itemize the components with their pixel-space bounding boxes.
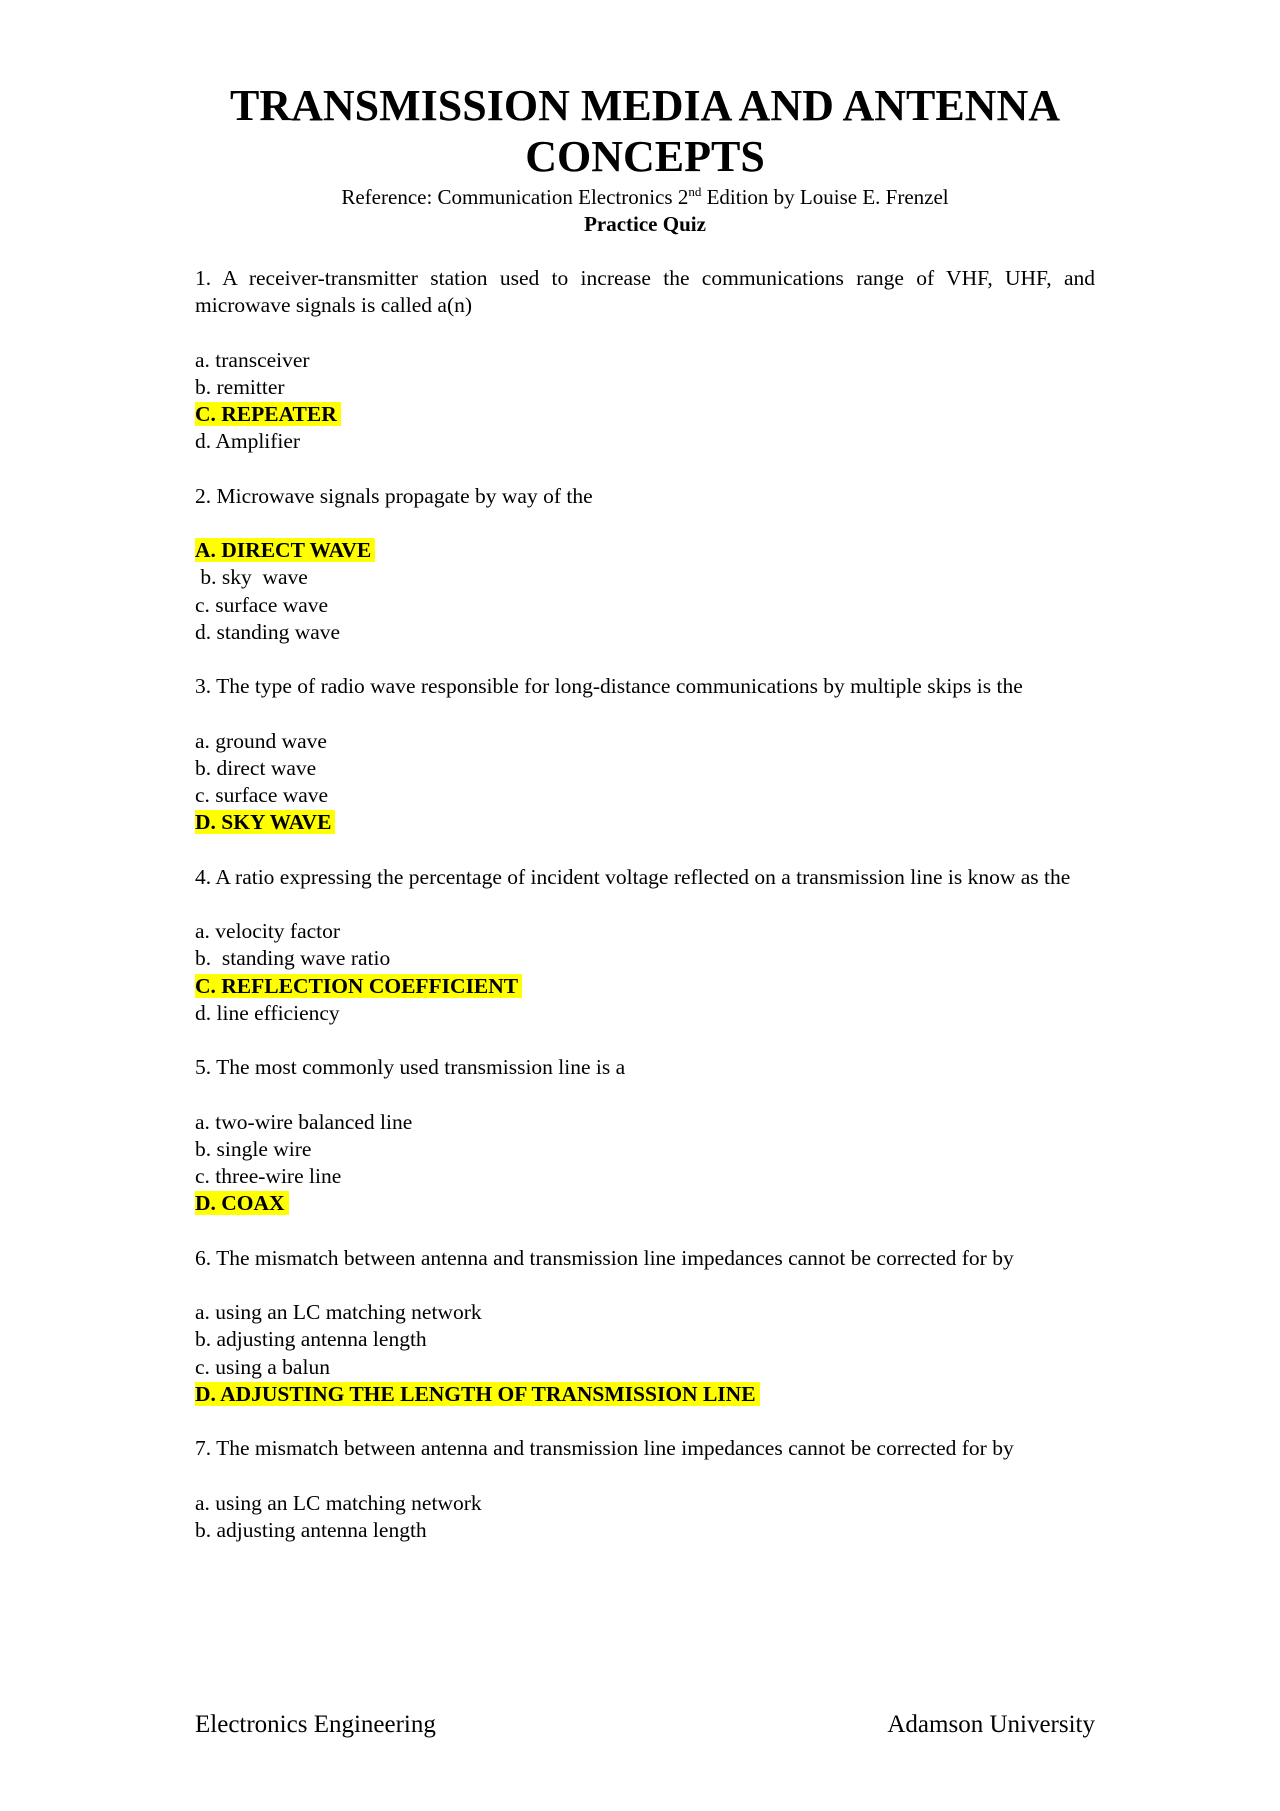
question-block xyxy=(195,673,1095,836)
answer-option-text: b. single wire xyxy=(195,1136,312,1161)
question-text: 3. The type of radio wave responsible for long-distance communications by multiple skips is the xyxy=(195,674,1023,699)
answer-option xyxy=(195,347,1095,374)
answer-option xyxy=(195,1163,1095,1190)
answer-option xyxy=(195,945,1095,972)
answer-option-text: c. surface wave xyxy=(195,592,329,617)
answer-option-text: C. REPEATER xyxy=(195,402,341,426)
answer-option xyxy=(195,1299,1095,1326)
question-list xyxy=(195,265,1095,1544)
answer-option-text: D. COAX xyxy=(195,1191,289,1215)
question-text: 5. The most commonly used transmission line is a xyxy=(195,1055,626,1080)
answer-option xyxy=(195,755,1095,782)
question-block xyxy=(195,1435,1095,1544)
answer-option-text: c. using a balun xyxy=(195,1354,330,1379)
answer-option-text: a. ground wave xyxy=(195,728,327,753)
answer-option-text: b. adjusting antenna length xyxy=(195,1517,427,1542)
document-page xyxy=(195,80,1095,1571)
answer-option-correct xyxy=(195,401,1095,428)
answer-option xyxy=(195,918,1095,945)
answer-option xyxy=(195,1326,1095,1353)
question-block xyxy=(195,483,1095,646)
answer-option-text: d. standing wave xyxy=(195,619,341,644)
answer-option-text: a. two-wire balanced line xyxy=(195,1109,413,1134)
title-line-1: TRANSMISSION MEDIA AND ANTENNA xyxy=(229,81,1061,130)
answer-option-text: A. DIRECT WAVE xyxy=(195,538,375,562)
question-block xyxy=(195,1245,1095,1408)
question-block xyxy=(195,864,1095,1027)
answer-option xyxy=(195,1354,1095,1381)
page-footer xyxy=(195,1710,1095,1740)
answer-option-text: a. using an LC matching network xyxy=(195,1300,482,1325)
answer-option-text: b. adjusting antenna length xyxy=(195,1327,427,1352)
question-text: 6. The mismatch between antenna and transmission line impedances cannot be corrected for by xyxy=(195,1245,1014,1270)
answer-option-text: b. standing wave ratio xyxy=(195,946,391,971)
answer-option xyxy=(195,1109,1095,1136)
answer-option xyxy=(195,1000,1095,1027)
answer-option-text: c. three-wire line xyxy=(195,1164,342,1189)
answer-option-text: a. velocity factor xyxy=(195,919,341,944)
reference-prefix: Reference: Communication Electronics 2 xyxy=(341,185,689,209)
answer-option xyxy=(195,728,1095,755)
answer-option xyxy=(195,374,1095,401)
answer-option-text: b. remitter xyxy=(195,374,285,399)
answer-option-text: b. sky wave xyxy=(195,565,308,590)
answer-option-correct xyxy=(195,1190,1095,1217)
answer-option-text: C. REFLECTION COEFFICIENT xyxy=(195,974,522,998)
footer-left: Electronics Engineering xyxy=(195,1711,436,1738)
answer-option-text: d. Amplifier xyxy=(195,429,301,454)
answer-option xyxy=(195,1136,1095,1163)
reference-superscript: nd xyxy=(688,184,702,199)
document-title xyxy=(195,80,1095,182)
answer-option-text: D. ADJUSTING THE LENGTH OF TRANSMISSION LINE xyxy=(195,1382,760,1406)
answer-option-text: a. using an LC matching network xyxy=(195,1490,482,1515)
answer-option xyxy=(195,1490,1095,1517)
answer-option-text: b. direct wave xyxy=(195,755,317,780)
answer-option xyxy=(195,619,1095,646)
reference-line xyxy=(195,184,1095,211)
title-line-2: CONCEPTS xyxy=(525,132,765,181)
answer-option-text: a. transceiver xyxy=(195,347,310,372)
answer-option xyxy=(195,782,1095,809)
document-subtitle: Practice Quiz xyxy=(584,212,706,236)
question-text: 1. A receiver-transmitter station used to increase the communications range of VHF, UHF, and microwave signals is called a(n) xyxy=(195,266,1095,318)
reference-suffix: Edition by Louise E. Frenzel xyxy=(701,185,949,209)
answer-option-text: D. SKY WAVE xyxy=(195,810,335,834)
answer-option-text: c. surface wave xyxy=(195,783,329,808)
answer-option-text: d. line efficiency xyxy=(195,1000,340,1025)
answer-option xyxy=(195,1517,1095,1544)
question-block xyxy=(195,265,1095,456)
answer-option-correct xyxy=(195,537,1095,564)
answer-option xyxy=(195,592,1095,619)
question-text: 4. A ratio expressing the percentage of incident voltage reflected on a transmission line is know as the xyxy=(195,864,1071,889)
question-text: 7. The mismatch between antenna and transmission line impedances cannot be corrected for by xyxy=(195,1436,1014,1461)
answer-option-correct xyxy=(195,809,1095,836)
answer-option xyxy=(195,428,1095,455)
answer-option xyxy=(195,564,1095,591)
answer-option-correct xyxy=(195,973,1095,1000)
answer-option-correct xyxy=(195,1381,1095,1408)
question-block xyxy=(195,1054,1095,1217)
footer-right: Adamson University xyxy=(887,1711,1095,1738)
question-text: 2. Microwave signals propagate by way of the xyxy=(195,483,593,508)
